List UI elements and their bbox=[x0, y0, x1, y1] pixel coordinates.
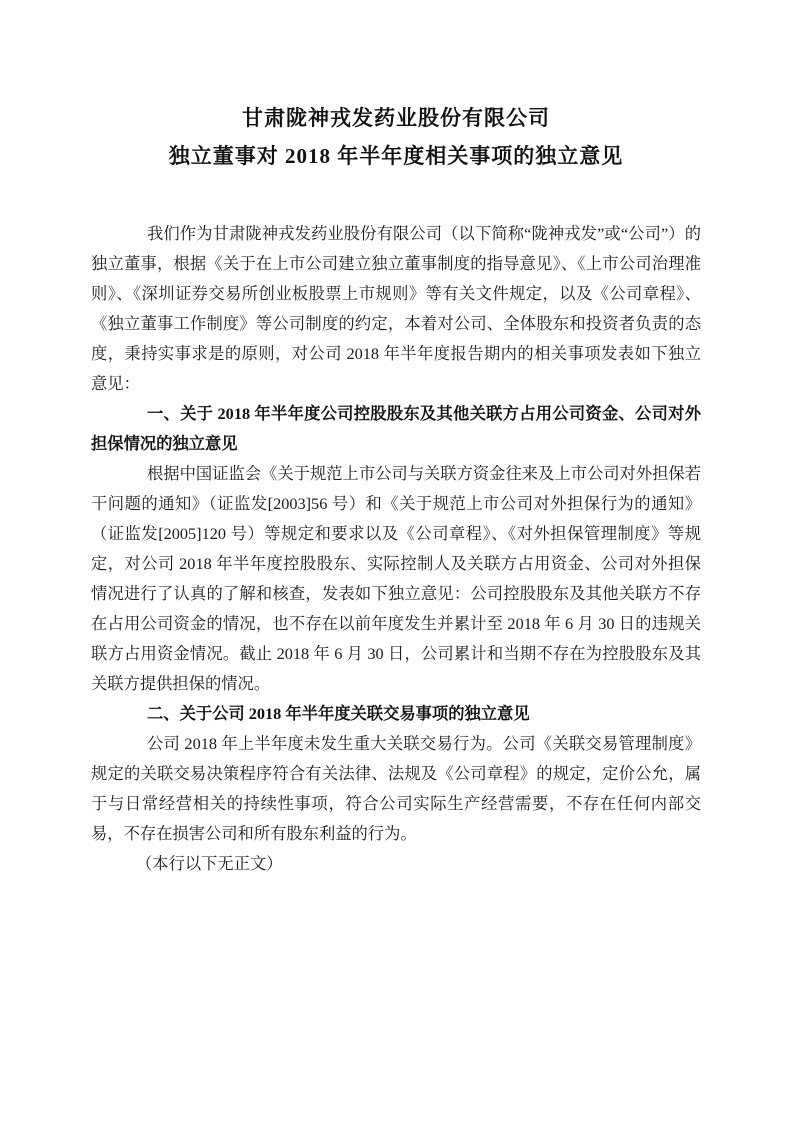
section-2-body: 公司 2018 年上半年度未发生重大关联交易行为。公司《关联交易管理制度》规定的关联交易决策程序符合有关法律、法规及《公司章程》的规定，定价公允，属于与日常经营相关的持续性事项，符合公司实际生产经营需要，不存在任何内部交易，不存在损害公司和所有股东利益的行为。 bbox=[91, 734, 701, 843]
section-2-heading: 二、关于公司 2018 年半年度关联交易事项的独立意见 bbox=[147, 704, 530, 723]
paragraph-opening: 我们作为甘肃陇神戎发药业股份有限公司（以下简称“陇神戎发”或“公司”）的独立董事，根据《关于在上市公司建立独立董事制度的指导意见》、《上市公司治理准则》、《深圳证券交易所创业板股票上市规则》等有关文件规定，以及《公司章程》、《独立董事工作制度》等公司制度的约定，本着对公司、全体股东和投资者负责的态度，秉持实事求是的原则，对公司 2018 年半年度报告期内的相关事项发表如下独立意见： bbox=[91, 224, 701, 393]
section-1-heading: 一、关于 2018 年半年度公司控股股东及其他关联方占用公司资金、公司对外担保情况的独立意见 bbox=[91, 404, 701, 453]
end-of-text-note: （本行以下无正文） bbox=[136, 854, 283, 873]
section-1-body: 根据中国证监会《关于规范上市公司与关联方资金往来及上市公司对外担保若干问题的通知》（证监发[2003]56 号）和《关于规范上市公司对外担保行为的通知》（证监发[2005]120 号）等规定和要求以及《公司章程》、《对外担保管理制度》等规定，对公司 2018 年半年度控股股东、实际控制人及关联方占用资金、公司对外担保情况进行了认真的了解和核查，发表如下独立意见：公司控股股东及其他关联方不存在占用公司资金的情况，也不存在以前年度发生并累计至 2018 年 6 月 30 日的违规关联方占用资金情况。截止 2018 年 6 月 30 日，公司累计和当期不存在为控股股东及其关联方提供担保的情况。 bbox=[91, 464, 701, 693]
document-header bbox=[91, 99, 701, 175]
document-title: 甘肃陇神戎发药业股份有限公司 bbox=[242, 106, 550, 130]
document-body bbox=[91, 219, 701, 879]
document-subtitle: 独立董事对 2018 年半年度相关事项的独立意见 bbox=[168, 144, 624, 168]
